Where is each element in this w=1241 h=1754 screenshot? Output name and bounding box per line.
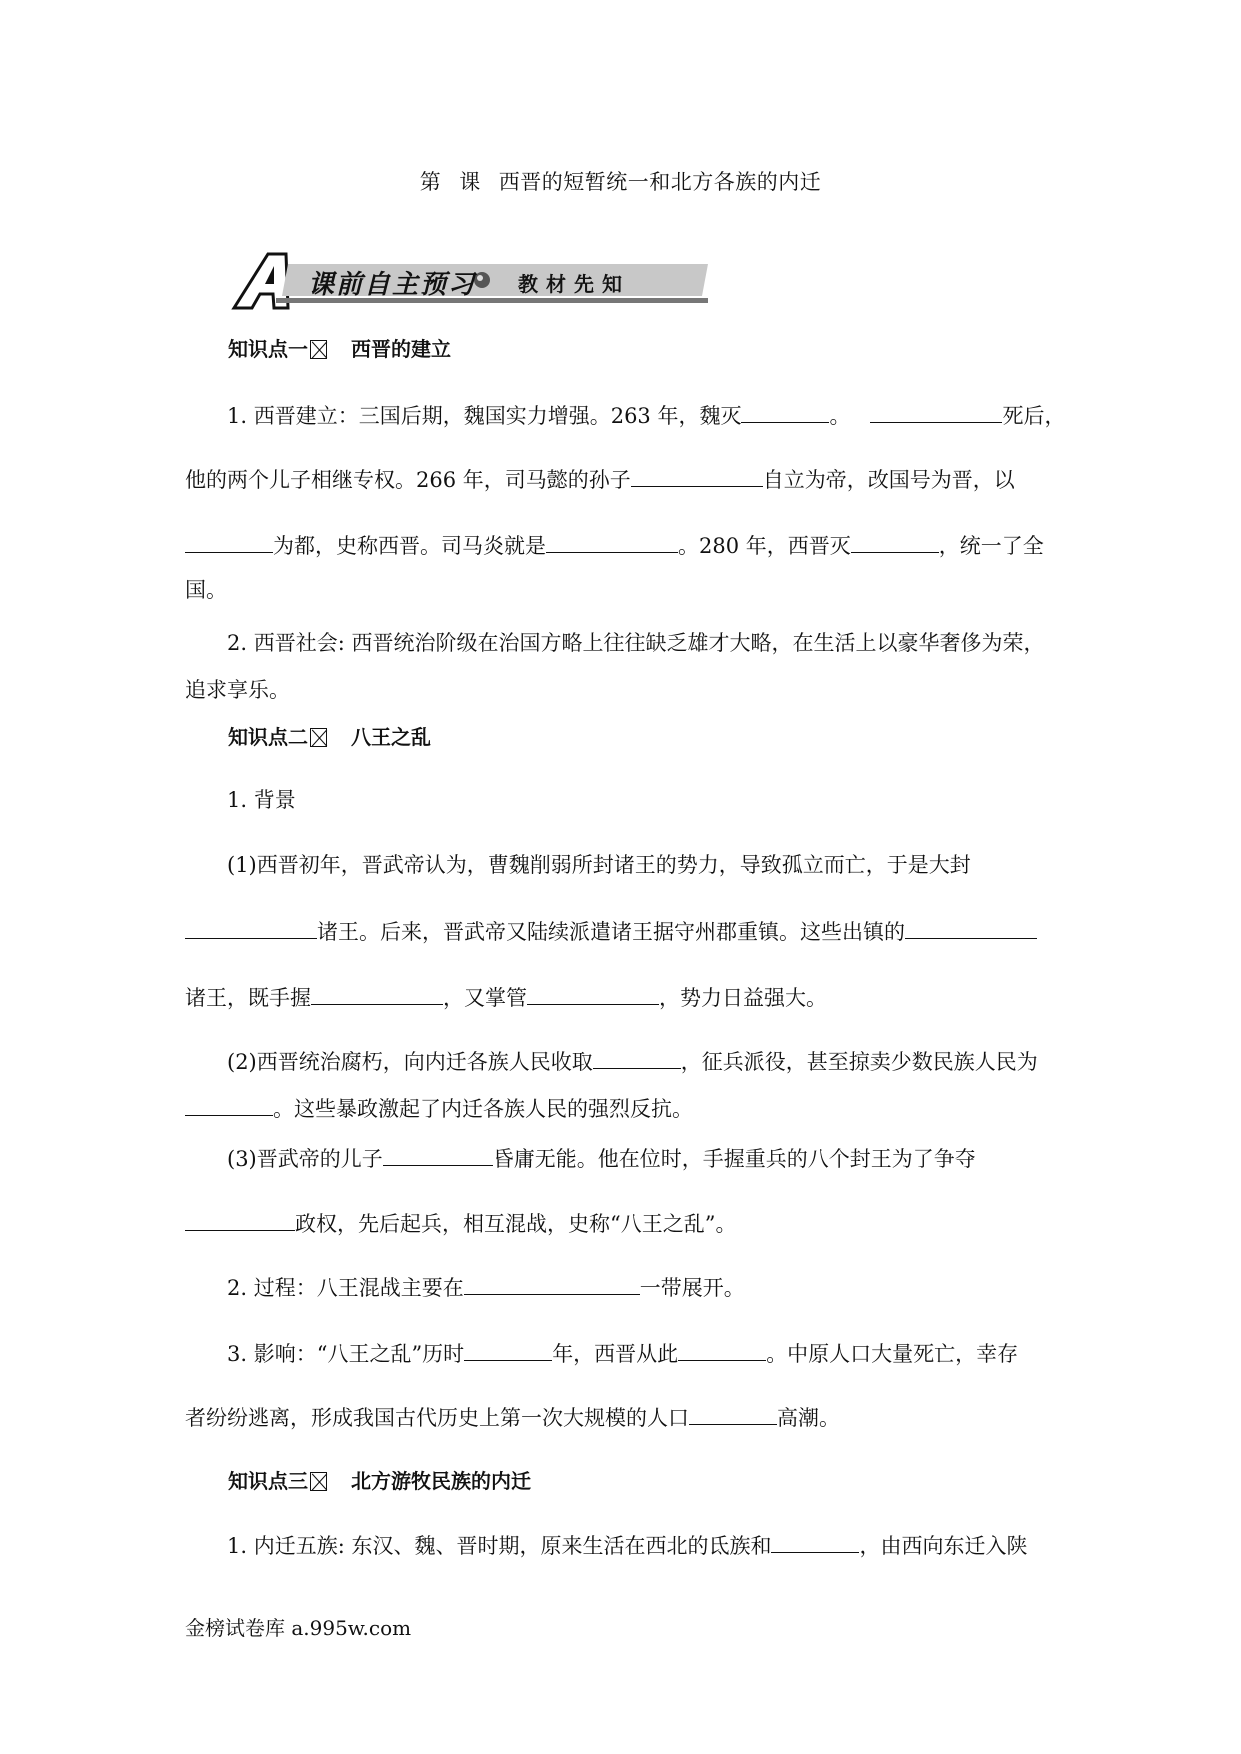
fill-blank[interactable]: [678, 1336, 766, 1361]
kp2-line-4: 诸王，既手握 ，又掌管 ，势力日益强大。: [185, 980, 1065, 1013]
fill-blank[interactable]: [185, 1091, 273, 1116]
kp1-line-5: 2. 西晋社会: 西晋统治阶级在治国方略上往往缺乏雄才大略，在生活上以豪华奢侈为荣，: [227, 631, 1045, 655]
fill-blank[interactable]: [527, 980, 659, 1005]
kp2-line-5: (2)西晋统治腐朽，向内迁各族人民收取 ，征兵派役，甚至掠卖少数民族人民为: [185, 1044, 1065, 1077]
checkbox-icon: [310, 340, 327, 359]
banner-title: 课前自主预习: [308, 270, 477, 300]
fill-blank[interactable]: [185, 1206, 295, 1231]
kp2-line-3: 诸王。后来，晋武帝又陆续派遣诸王据守州郡重镇。这些出镇的: [185, 914, 1065, 947]
kp2-line-2: (1)西晋初年，晋武帝认为，曹魏削弱所封诸王的势力，导致孤立而亡，于是大封: [227, 853, 971, 877]
checkbox-icon: [310, 728, 327, 747]
fill-blank[interactable]: [185, 528, 273, 553]
kp2-line-8: 政权，先后起兵，相互混战，史称“八王之乱”。: [185, 1206, 1065, 1239]
banner-subtitle: 教材先知: [518, 272, 630, 296]
kp2-line-9: 2. 过程：八王混战主要在 一带展开。: [185, 1270, 1065, 1303]
fill-blank[interactable]: [464, 1336, 552, 1361]
kp1-line-4: 国。: [185, 578, 227, 602]
kp1-line-2: 他的两个儿子相继专权。266 年，司马懿的孙子 自立为帝，改国号为晋，以: [185, 462, 1065, 495]
kp3-heading: 知识点三 北方游牧民族的内迁: [228, 1469, 531, 1493]
kp2-line-1: 1. 背景: [227, 788, 296, 812]
kp1-line-6: 追求享乐。: [185, 678, 290, 702]
fill-blank[interactable]: [631, 462, 763, 487]
fill-blank[interactable]: [464, 1270, 640, 1295]
page-title: 第 课 西晋的短暂统一和北方各族的内迁: [419, 170, 822, 194]
kp2-line-6: 。这些暴政激起了内迁各族人民的强烈反抗。: [185, 1091, 1065, 1124]
kp2-heading: 知识点二 八王之乱: [228, 725, 431, 749]
section-banner: [228, 250, 718, 316]
kp1-heading: 知识点一 西晋的建立: [228, 337, 451, 361]
checkbox-icon: [310, 1472, 327, 1491]
kp2-line-7: (3)晋武帝的儿子 昏庸无能。他在位时，手握重兵的八个封王为了争夺: [185, 1141, 1065, 1174]
kp1-line-1: 1. 西晋建立：三国后期，魏国实力增强。263 年，魏灭 。 死后，: [185, 398, 1065, 431]
fill-blank[interactable]: [689, 1400, 777, 1425]
kp3-line-1: 1. 内迁五族: 东汉、魏、晋时期，原来生活在西北的氐族和 ，由西向东迁入陕: [185, 1528, 1065, 1561]
fill-blank[interactable]: [741, 398, 829, 423]
fill-blank[interactable]: [311, 980, 443, 1005]
kp2-line-11: 者纷纷逃离，形成我国古代历史上第一次大规模的人口 高潮。: [185, 1400, 1065, 1433]
fill-blank[interactable]: [905, 914, 1037, 939]
fill-blank[interactable]: [851, 528, 939, 553]
fill-blank[interactable]: [546, 528, 678, 553]
fill-blank[interactable]: [771, 1528, 859, 1553]
fill-blank[interactable]: [185, 914, 317, 939]
fill-blank[interactable]: [593, 1044, 681, 1069]
kp1-line-3: 为都，史称西晋。司马炎就是 。280 年，西晋灭 ，统一了全: [185, 528, 1065, 561]
footer-source: 金榜试卷库 a.995w.com: [185, 1616, 412, 1640]
fill-blank[interactable]: [383, 1141, 493, 1166]
fill-blank[interactable]: [870, 398, 1002, 423]
kp2-line-10: 3. 影响：“八王之乱”历时 年，西晋从此 。中原人口大量死亡，幸存: [185, 1336, 1065, 1369]
